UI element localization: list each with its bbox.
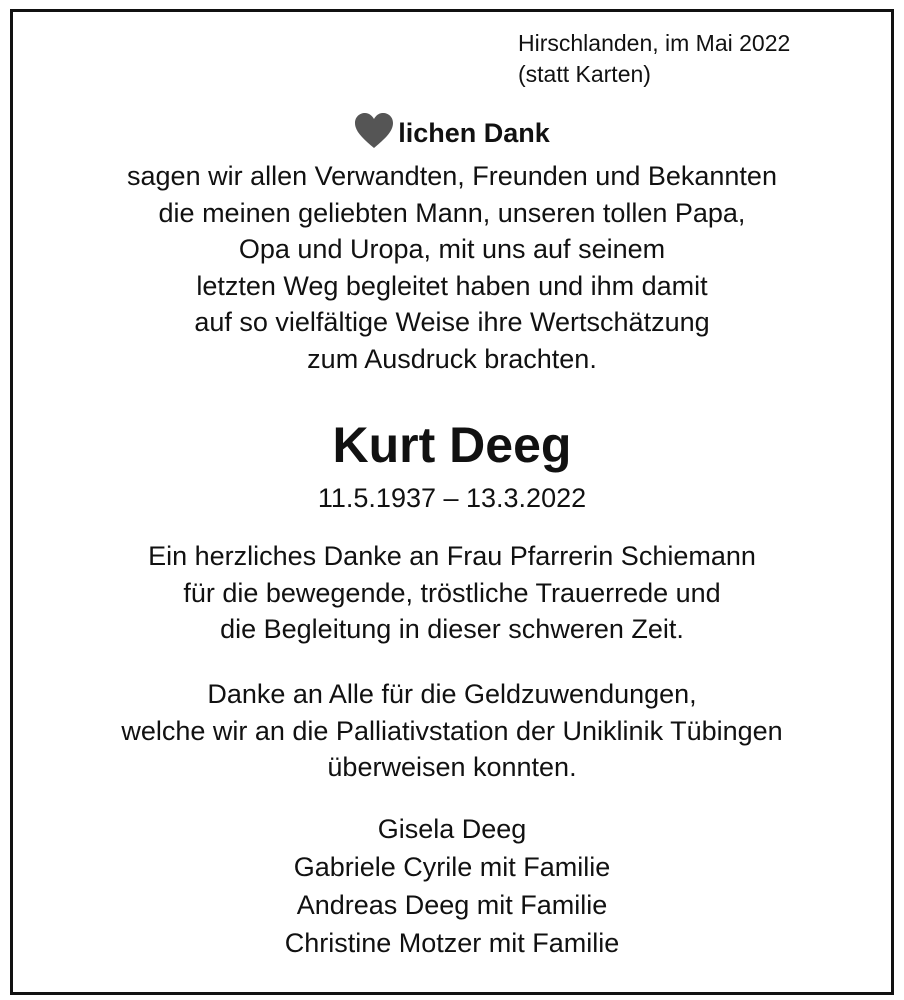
pastor-thanks-line: für die bewegende, tröstliche Trauerrede und: [183, 577, 721, 608]
intro-line: sagen wir allen Verwandten, Freunden und Bekannten: [127, 161, 777, 191]
pastor-thanks-line: die Begleitung in dieser schweren Zeit.: [220, 614, 684, 644]
intro-line: letzten Weg begleitet haben und ihm damit: [196, 270, 708, 301]
pastor-thanks-paragraph: [0, 538, 904, 648]
life-dates: 11.5.1937 – 13.3.2022: [317, 483, 587, 513]
deceased-name: Kurt Deeg: [332, 417, 572, 473]
signatory-name: Gisela Deeg: [377, 814, 527, 844]
place-date: [518, 28, 790, 90]
intro-line: die meinen geliebten Mann, unseren tollen Papa,: [158, 197, 746, 228]
signatories-list: [0, 810, 904, 962]
pastor-thanks-line: Ein herzliches Danke an Frau Pfarrerin Schiemann: [148, 541, 756, 571]
signatory-name: Christine Motzer mit Familie: [284, 928, 620, 958]
intro-paragraph: [0, 158, 904, 377]
statt-karten-note: (statt Karten): [518, 61, 651, 87]
intro-line: Opa und Uropa, mit uns auf seinem: [238, 234, 666, 264]
donation-thanks-line: Danke an Alle für die Geldzuwendungen,: [207, 679, 697, 709]
signatory-name: Andreas Deeg mit Familie: [296, 890, 608, 920]
thanks-heading-text: lichen Dank: [398, 118, 550, 148]
place-date-line: Hirschlanden, im Mai 2022: [518, 30, 791, 56]
intro-line: auf so vielfältige Weise ihre Wertschätzung: [194, 307, 710, 337]
donation-thanks-line: überweisen konnten.: [327, 752, 577, 782]
donation-thanks-line: welche wir an die Palliativstation der Uniklinik Tübingen: [121, 715, 783, 746]
intro-line: zum Ausdruck brachten.: [307, 343, 597, 374]
signatory-name: Gabriele Cyrile mit Familie: [293, 852, 611, 882]
heart-icon: [354, 112, 394, 150]
donation-thanks-paragraph: [0, 676, 904, 786]
thanks-heading: [0, 112, 904, 151]
